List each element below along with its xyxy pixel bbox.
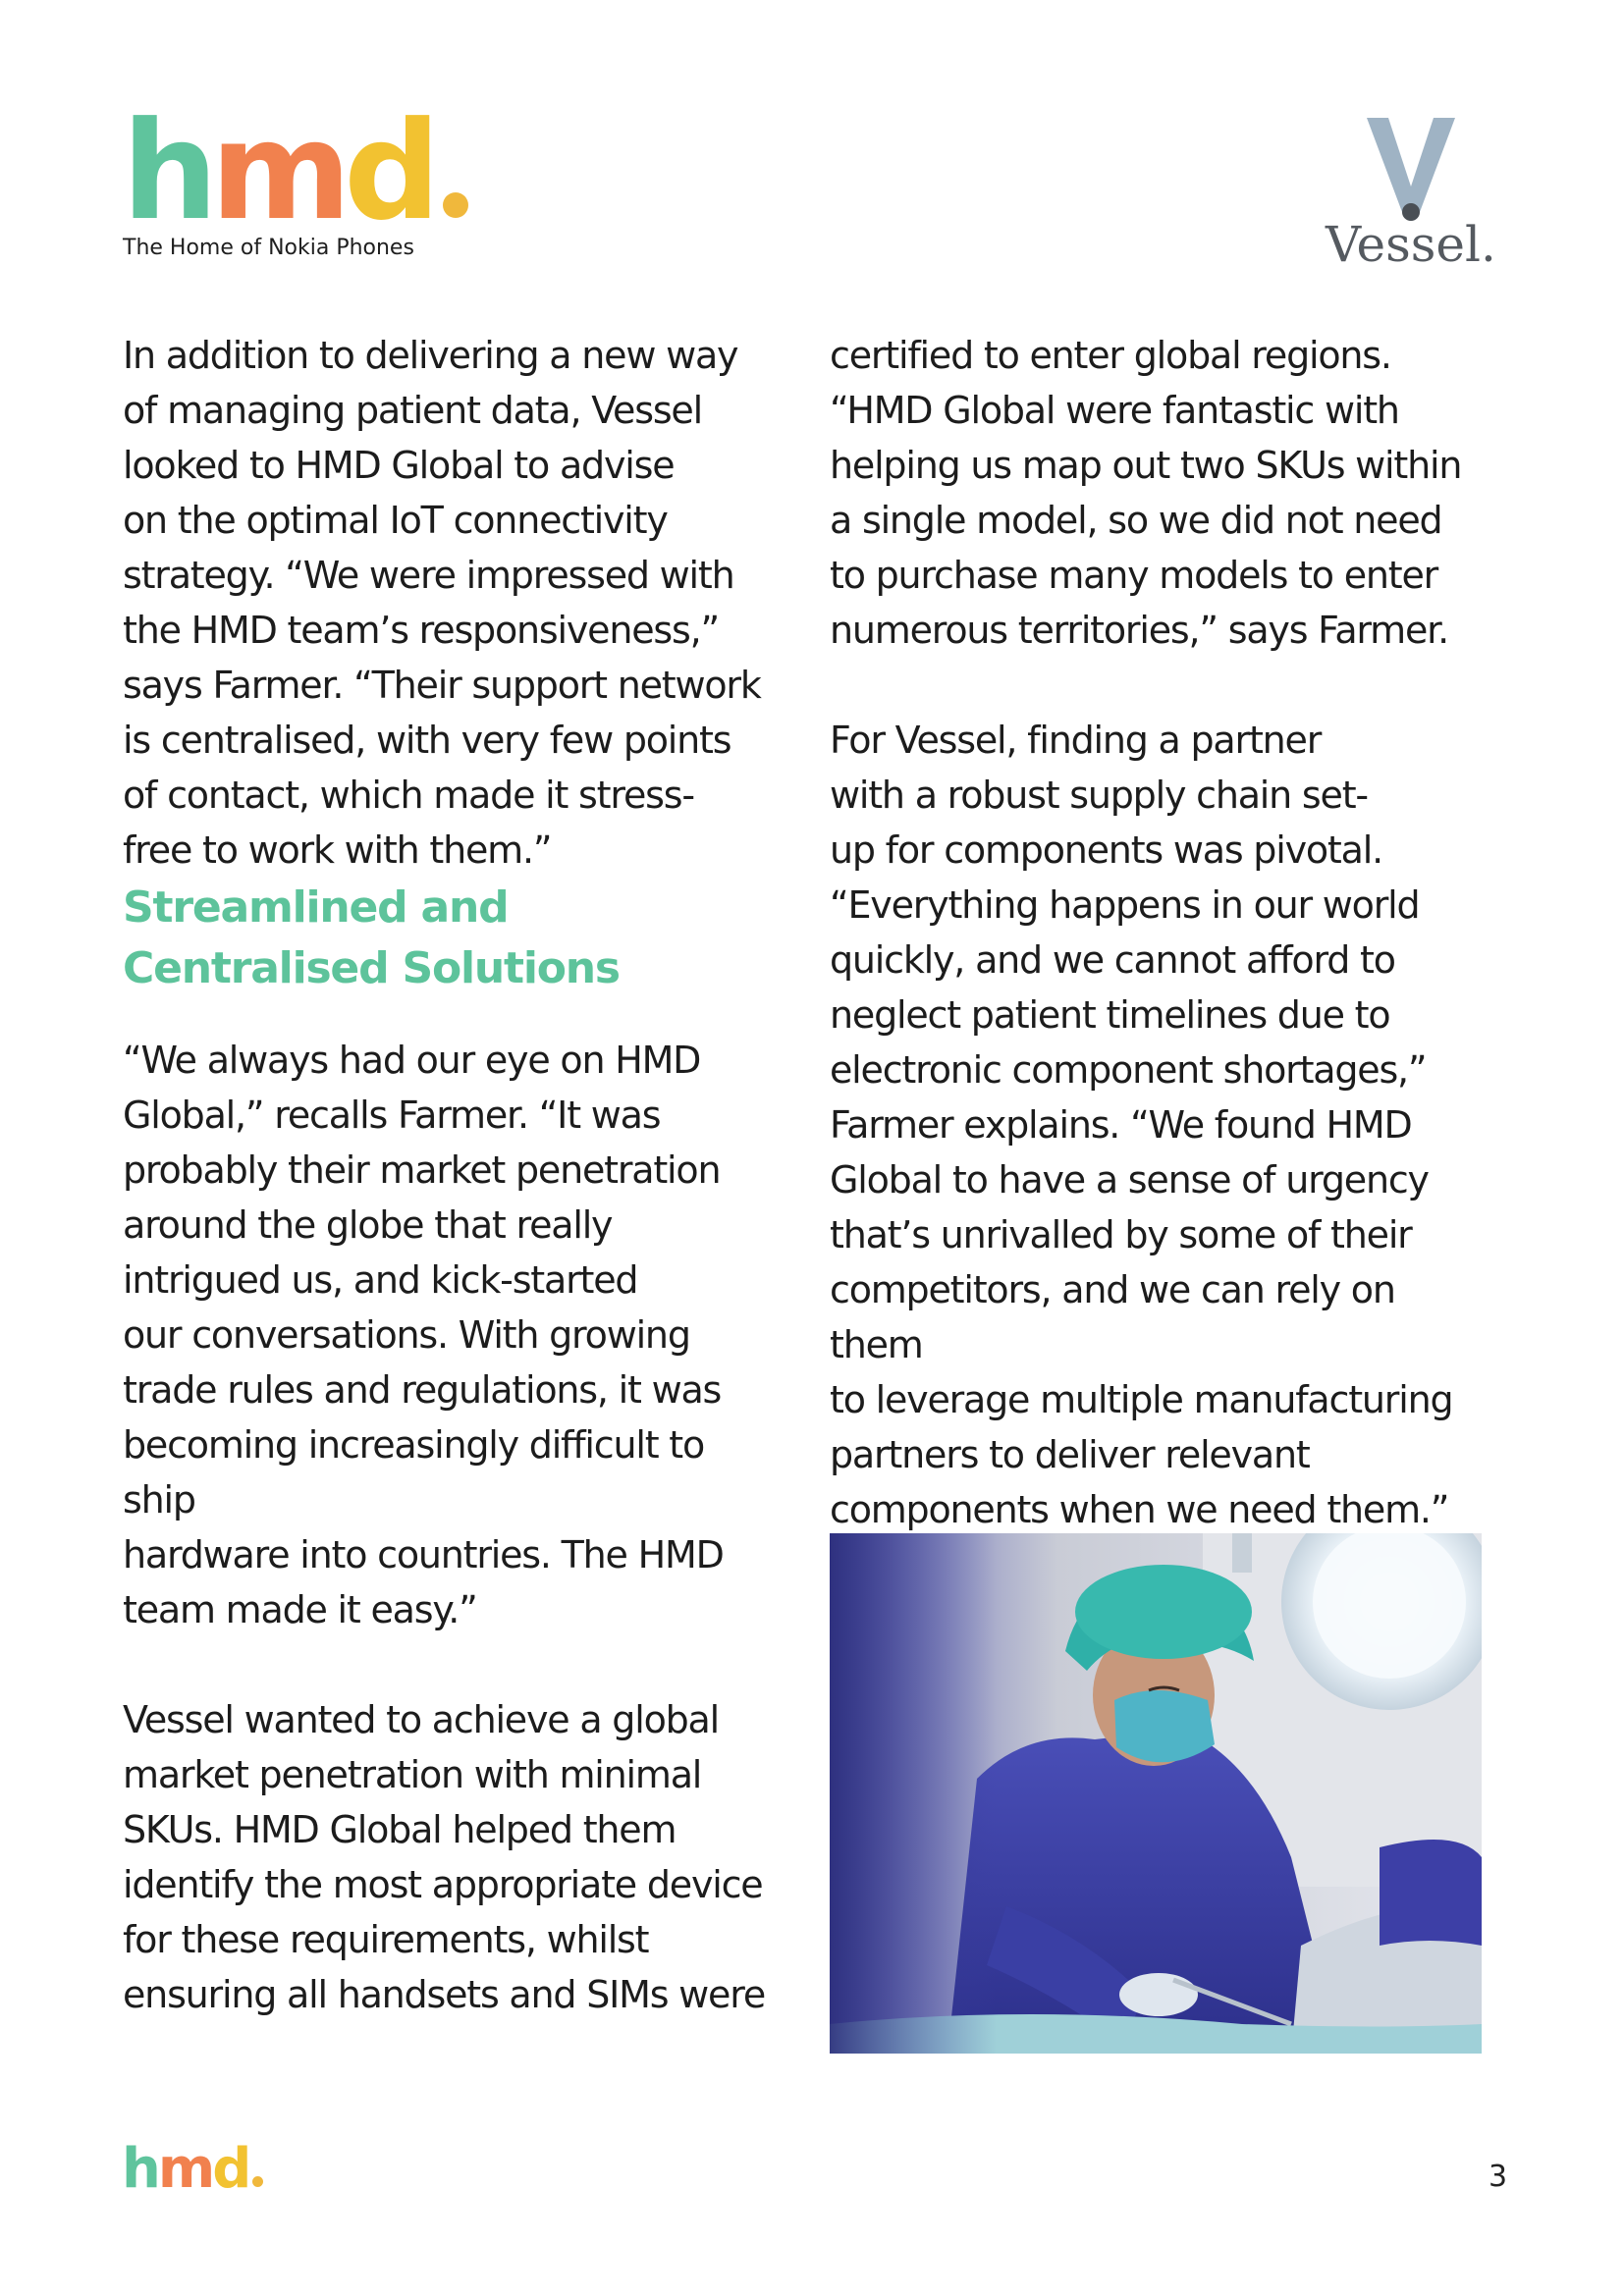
right-paragraph-2: For Vessel, finding a partner with a robust supply chain set- up for components was pivotal. “Everything happens in our world quickly, and we cannot afford to neglect patient timelines due to electronic component shortages,” Farmer explains. “We found HMD Global to have a sense of urgency that’s unrivalled by some of their competitors, and we can rely on them to leverage multiple manufacturing partners to deliver relevant components when we need them.” [830,719,1453,1531]
footer-logo-letter-d: d [212,2137,249,2201]
hmd-logo-dot [443,192,468,218]
surgeon-photo-illustration [830,1533,1482,2054]
surgeon-photo [830,1533,1482,2054]
brand-tagline: The Home of Nokia Phones [123,236,414,260]
vessel-logo [1326,118,1496,275]
left-paragraph-3: Vessel wanted to achieve a global market penetration with minimal SKUs. HMD Global helped them identify the most appropriate device for these requirements, whilst ensuring all handsets and SIMs were [123,1698,766,2016]
hmd-logo-letter-d: d [344,92,433,250]
hmd-logo-letter-h: h [122,92,211,250]
left-paragraph-2: “We always had our eye on HMD Global,” recalls Farmer. “It was probably their market penetration around the globe that really intrigued us, and kick-started our conversations. With growing trade rules and regulations, it was becoming increasingly difficult to ship hardware into countries. The HMD team made it easy.” [123,1039,724,1631]
page-number: 3 [1489,2160,1508,2194]
left-column [123,328,781,2022]
right-column [830,328,1497,1537]
right-paragraph-1: certified to enter global regions. “HMD Global were fantastic with helping us map out two SKUs within a single model, so we did not need to purchase many models to enter numerous territories,” says Farmer. [830,334,1462,652]
hmd-logo-letter-m: m [210,92,345,250]
vessel-v-mark-icon [1367,118,1455,226]
left-paragraph-1: In addition to delivering a new way of managing patient data, Vessel looked to HMD Global to advise on the optimal IoT connectivity strategy. “We were impressed with the HMD team’s responsiveness,” says Farmer. “Their support network is centralised, with very few points of contact, which made it stress- free to work with them.” [123,334,761,872]
footer-logo-letter-m: m [157,2137,213,2201]
section-heading: Streamlined and Centralised Solutions [123,882,620,993]
vessel-wordmark: Vessel. [1326,216,1496,273]
footer-hmd-logo [122,2137,263,2201]
footer-logo-dot [252,2176,263,2187]
footer-logo-letter-h: h [122,2137,158,2201]
